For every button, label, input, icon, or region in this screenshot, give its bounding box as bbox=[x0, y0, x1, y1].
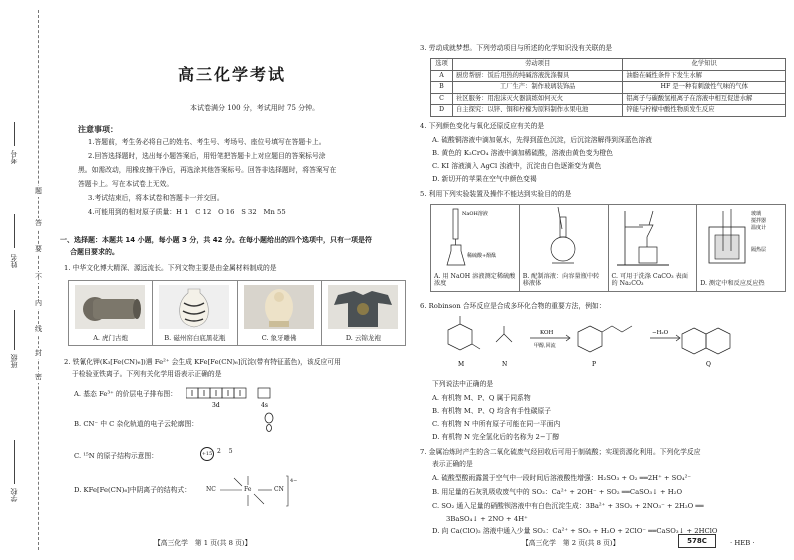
atom-diagram bbox=[200, 446, 240, 462]
paper-code: 578C bbox=[678, 534, 716, 548]
atom-shells: 2 5 bbox=[217, 448, 236, 455]
table-cell: A bbox=[431, 70, 453, 82]
table-cell: 铝离子与碳酸氢根离子在溶液中相互促进水解 bbox=[623, 93, 786, 105]
stirrer-label: 搅拌器 bbox=[751, 218, 767, 224]
cannon-image bbox=[75, 285, 145, 329]
q5-option-c bbox=[609, 205, 698, 291]
seal-char: 要 bbox=[35, 245, 42, 253]
section-heading-cont: 合题目要求的。 bbox=[70, 248, 119, 256]
fe-center: Fe bbox=[244, 486, 252, 493]
q6-option-b: B. 有机物 M、P、Q 均含有手性碳原子 bbox=[432, 407, 552, 415]
q7-option-b: B. 用足量的石灰乳吸收废气中的 SO₂：Ca²⁺ + 2OH⁻ + SO₂ ══CaSO₃↓ + H₂O bbox=[432, 488, 683, 496]
binding-margin bbox=[0, 0, 52, 560]
insulation-label: 隔热层 bbox=[751, 247, 767, 253]
q2-stem: 2. 铁氰化钾(K₃[Fe(CN)₆])遇 Fe²⁺ 会生成 KFe[Fe(CN)₆]沉淀(带有特征蓝色)，该反应可用 bbox=[64, 358, 341, 366]
q7-option-c-cont: 3BaSO₄↓ + 2NO + 4H⁺ bbox=[446, 515, 528, 523]
binding-label-class: 班级 bbox=[10, 354, 18, 368]
q1-stem: 1. 中华文化博大精深、源远流长。下列文物主要是由金属材料制成的是 bbox=[64, 264, 277, 272]
atom-nucleus: +15 bbox=[200, 447, 214, 461]
table-cell: 工厂生产：制作玻璃装饰品 bbox=[453, 82, 623, 94]
label-p: P bbox=[592, 361, 597, 368]
glass-label: 玻璃 bbox=[751, 211, 762, 217]
q4-option-c: C. KI 溶液滴入 AgCl 浊液中，沉淀由白色逐渐变为黄色 bbox=[432, 162, 602, 170]
footer-right: 【高三化学 第 2 页(共 8 页)】 bbox=[522, 539, 620, 547]
q4-option-d: D. 新切开的苹果在空气中颜色变褐 bbox=[432, 175, 537, 183]
exam-title: 高三化学考试 bbox=[178, 65, 287, 84]
exam-info: 本试卷满分 100 分，考试用时 75 分钟。 bbox=[190, 104, 320, 112]
ivory-buddha-image bbox=[244, 285, 314, 329]
seal-char: 题 bbox=[35, 187, 42, 195]
table-cell: HF 是一种有刺激性气味的气体 bbox=[623, 82, 786, 94]
orbital-label-3d: 3d bbox=[212, 402, 220, 409]
table-cell: D bbox=[431, 105, 453, 117]
volumetric-flask bbox=[524, 207, 604, 267]
q5-stem: 5. 利用下列实验装置及操作不能达到实验目的的是 bbox=[420, 190, 572, 198]
footer-left: 【高三化学 第 1 页(共 8 页)】 bbox=[154, 539, 252, 547]
q6-option-c: C. 有机物 N 中所有原子可能在同一平面内 bbox=[432, 420, 561, 428]
acid-label: 稀硫酸+酚酞 bbox=[467, 253, 497, 259]
table-header-row bbox=[431, 59, 786, 71]
ligand-left: NC bbox=[206, 486, 216, 493]
notice-item: 4.可能用到的相对原子质量：H 1 C 12 O 16 S 32 Mn 55 bbox=[88, 208, 286, 216]
table-cell: 厨房帮厨：饭后用热的纯碱溶液洗涤餐具 bbox=[453, 70, 623, 82]
filtration-apparatus bbox=[613, 207, 693, 267]
q5-caption-d: D. 测定中和反应反应热 bbox=[700, 280, 765, 288]
vase-image bbox=[159, 285, 229, 329]
table-cell: 社区服务：用泡沫灭火器演练如何灭火 bbox=[453, 93, 623, 105]
reagent-koh: KOH bbox=[540, 330, 554, 336]
sp-orbital-icon bbox=[262, 412, 276, 434]
q3-table bbox=[430, 58, 786, 117]
q6-prompt: 下列说法中正确的是 bbox=[432, 380, 494, 388]
calorimeter bbox=[701, 207, 785, 267]
complex-structure bbox=[206, 474, 296, 510]
q1-image-row bbox=[68, 280, 406, 346]
table-row bbox=[431, 105, 786, 117]
ligand-right: CN bbox=[274, 486, 284, 493]
q1-caption-b: B. 磁州窑白底黑花瓶 bbox=[164, 334, 226, 343]
q2-option-d: D. KFe[Fe(CN)₆]中阴离子的结构式： bbox=[74, 486, 191, 494]
q1-option-a bbox=[69, 281, 153, 345]
seal-char: 线 bbox=[35, 325, 42, 333]
complex-bonds bbox=[206, 474, 296, 510]
robinson-reaction-scheme bbox=[440, 314, 740, 372]
q7-option-d: D. 向 Ca(ClO)₂ 溶液中通入少量 SO₂：Ca²⁺ + SO₂ + H₂O + 2ClO⁻ ══CaSO₃↓ + 2HClO bbox=[432, 527, 718, 535]
q1-caption-c: C. 象牙雕佛 bbox=[261, 334, 297, 343]
notice-heading: 注意事项： bbox=[78, 125, 118, 134]
label-q: Q bbox=[706, 361, 711, 368]
q6-stem: 6. Robinson 合环反应是合成多环化合物的重要方法，例如： bbox=[420, 302, 606, 310]
orbital-label-4s: 4s bbox=[261, 402, 268, 409]
complex-charge: 4− bbox=[290, 478, 298, 484]
q7-stem: 7. 金属冶炼时产生的含二氧化硫废气经回收后可用于制硫酸；实现资源化利用。下列化学反应 bbox=[420, 448, 701, 456]
q5-caption-c: C. 可用于洗涤 CaCO₃ 表面的 Na₂CO₃ bbox=[611, 272, 688, 288]
binding-label-school: 学校 bbox=[10, 488, 18, 502]
fill-line bbox=[14, 122, 15, 146]
q1-caption-d: D. 云锦龙袍 bbox=[345, 334, 381, 343]
notice-item: 3.考试结束后，将本试卷和答题卡一并交回。 bbox=[88, 194, 224, 202]
binding-label-name: 姓名 bbox=[10, 254, 18, 268]
q7-option-a: A. 硫酸型酸雨露置于空气中一段时间后溶液酸性增强：H₂SO₃ + O₂ ══2H⁺ + SO₄²⁻ bbox=[432, 474, 691, 482]
seal-char: 内 bbox=[35, 299, 42, 307]
q4-option-b: B. 黄色的 K₂CrO₄ 溶液中滴加稀硫酸，溶液由黄色变为橙色 bbox=[432, 149, 613, 157]
q1-option-b bbox=[153, 281, 237, 345]
table-header: 化学知识 bbox=[623, 59, 786, 71]
notice-item: 答题卡上。写在本试卷上无效。 bbox=[78, 180, 174, 188]
seal-char: 答 bbox=[35, 219, 42, 227]
q4-option-a: A. 硫酸铜溶液中滴加氨水，先得到蓝色沉淀，后沉淀溶解得到深蓝色溶液 bbox=[432, 136, 652, 144]
thermometer-label: 温度计 bbox=[751, 225, 767, 231]
table-row bbox=[431, 70, 786, 82]
section-heading: 一、选择题：本题共 14 小题，每小题 3 分，共 42 分。在每小题给出的四个选项中，只有一项是符 bbox=[60, 236, 372, 244]
q6-option-d: D. 有机物 N 完全氢化后的名称为 2−丁醇 bbox=[432, 433, 560, 441]
naoh-label: NaOH溶液 bbox=[462, 211, 488, 217]
q2-option-a: A. 基态 Fe³⁺ 的价层电子排布图： bbox=[74, 390, 177, 398]
seal-char: 封 bbox=[35, 349, 42, 357]
q1-option-d bbox=[322, 281, 405, 345]
label-n: N bbox=[502, 361, 508, 368]
q6-option-a: A. 有机物 M、P、Q 属于同系物 bbox=[432, 394, 531, 402]
table-cell: 油脂在碱性条件下发生水解 bbox=[623, 70, 786, 82]
q5-caption-b: B. 配制溶液：向容量瓶中转移液体 bbox=[522, 272, 600, 288]
table-cell: B bbox=[431, 82, 453, 94]
brand-mark: · HEB · bbox=[730, 539, 755, 547]
table-row bbox=[431, 82, 786, 94]
table-header: 劳动项目 bbox=[453, 59, 623, 71]
orbital-diagram bbox=[186, 387, 296, 409]
fill-line bbox=[14, 310, 15, 350]
seal-char: 不 bbox=[35, 273, 42, 281]
table-cell: C bbox=[431, 93, 453, 105]
q7-option-c: C. SO₂ 通入足量的硝酸钡溶液中有白色沉淀生成：3Ba²⁺ + 3SO₂ + 2NO₃⁻ + 2H₂O ══ bbox=[432, 502, 704, 510]
q2-option-c: C. ¹⁵N 的原子结构示意图： bbox=[74, 452, 159, 460]
titration-apparatus bbox=[435, 207, 515, 267]
q4-stem: 4. 下列颜色变化与氧化还原反应有关的是 bbox=[420, 122, 545, 130]
notice-item: 2.回答选择题时，选出每小题答案后，用铅笔把答题卡上对应题目的答案标号涂 bbox=[88, 152, 326, 160]
table-header: 选项 bbox=[431, 59, 453, 71]
label-m: M bbox=[458, 361, 465, 368]
q5-option-b bbox=[520, 205, 609, 291]
notice-item: 1.答题前，考生务必将自己的姓名、考生号、考场号、座位号填写在答题卡上。 bbox=[88, 138, 326, 146]
q1-option-c bbox=[238, 281, 322, 345]
binding-label-exam-no: 考号 bbox=[10, 150, 18, 164]
fill-line bbox=[14, 214, 15, 248]
q5-apparatus-row bbox=[430, 204, 786, 292]
table-row bbox=[431, 93, 786, 105]
reagent-conditions: 甲醇,回流 bbox=[534, 343, 556, 349]
notice-item: 黑。如需改动，用橡皮擦干净后，再选涂其他答案标号。回答非选择题时，将答案写在 bbox=[78, 166, 337, 174]
table-cell: 自主探究：以锌、铜和柠檬为原料制作水果电池 bbox=[453, 105, 623, 117]
seal-char: 密 bbox=[35, 373, 42, 381]
q5-caption-a: A. 用 NaOH 溶液测定稀硫酸浓度 bbox=[434, 272, 516, 288]
q2-stem-cont: 于检验亚铁离子。下列有关化学用语表示正确的是 bbox=[72, 370, 222, 378]
q3-stem: 3. 劳动成就梦想。下列劳动项目与所述的化学知识没有关联的是 bbox=[420, 44, 613, 52]
q7-stem-cont: 表示正确的是 bbox=[432, 460, 473, 468]
q1-caption-a: A. 虎门古炮 bbox=[93, 334, 129, 343]
q2-option-b: B. CN⁻ 中 C 杂化轨道的电子云轮廓图： bbox=[74, 420, 199, 428]
minus-water: −H₂O bbox=[652, 330, 669, 336]
dragon-robe-image bbox=[328, 285, 398, 329]
q5-option-d bbox=[697, 205, 785, 291]
q5-option-a bbox=[431, 205, 520, 291]
table-cell: 锌能与柠檬中酸性物质发生反应 bbox=[623, 105, 786, 117]
fill-line bbox=[14, 440, 15, 484]
